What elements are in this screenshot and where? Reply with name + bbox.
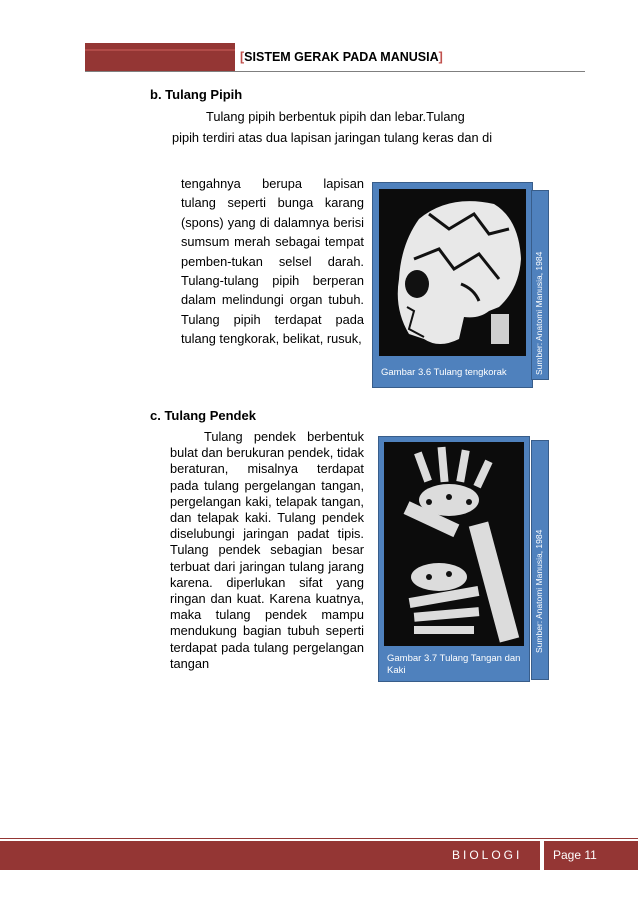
header-rule [85,71,585,72]
page-number: Page 11 [553,848,597,862]
footer-subject: BIOLOGI [452,848,523,862]
footer-rule [0,838,638,839]
section-c-heading: c. Tulang Pendek [150,408,256,423]
section-b-intro-line1: Tulang pipih berbentuk pipih dan lebar.Tulang [206,109,465,124]
figure-hand-foot-source: Sumber: Anatomi Manusia, 1984 [531,440,549,680]
header-title: [SISTEM GERAK PADA MANUSIA] [240,50,443,64]
section-c-body-text: Tulang pendek berbentuk bulat dan berukuran pendek, tidak beraturan, misalnya terdapat pada tulang pergelangan tangan, pergelangan kaki, telapak tangan, dan telapak kaki. Tulang pendek diselubungi jaringan padat tipis. Tulang pendek sebagian besar terbuat dari jaringan tulang jarang karena. diperlukan sifat yang ringan dan kuat. Karena kuatnya, maka tulang pendek mampu mendukung bagian tubuh seperti terdapat pada tulang pergelangan tangan [170,429,364,671]
header-accent-bar [85,43,235,71]
section-b-intro-line2: pipih terdiri atas dua lapisan jaringan tulang keras dan di [172,130,493,145]
figure-skull [372,182,533,388]
figure-skull-source: Sumber: Anatomi Manusia, 1984 [531,190,549,380]
figure-hand-foot [378,436,530,682]
footer-separator [540,841,544,870]
figure-skull-caption: Gambar 3.6 Tulang tengkorak [381,367,507,378]
hand-foot-photo [384,442,524,646]
skull-photo [379,189,526,356]
section-b-intro [172,106,572,148]
section-b-body: tengahnya berupa lapisan tulang seperti bunga karang (spons) yang di dalamnya berisi sumsum merah sebagai tempat pemben-tukan selsel darah. Tulang-tulang pipih berperan dalam melindungi organ tubuh. Tulang pipih terdapat pada tulang tengkorak, belikat, rusuk, [181,176,364,347]
figure-hand-foot-caption: Gambar 3.7 Tulang Tangan dan Kaki [387,653,521,676]
section-b-heading: b. Tulang Pipih [150,87,243,102]
section-c-body [170,429,364,672]
